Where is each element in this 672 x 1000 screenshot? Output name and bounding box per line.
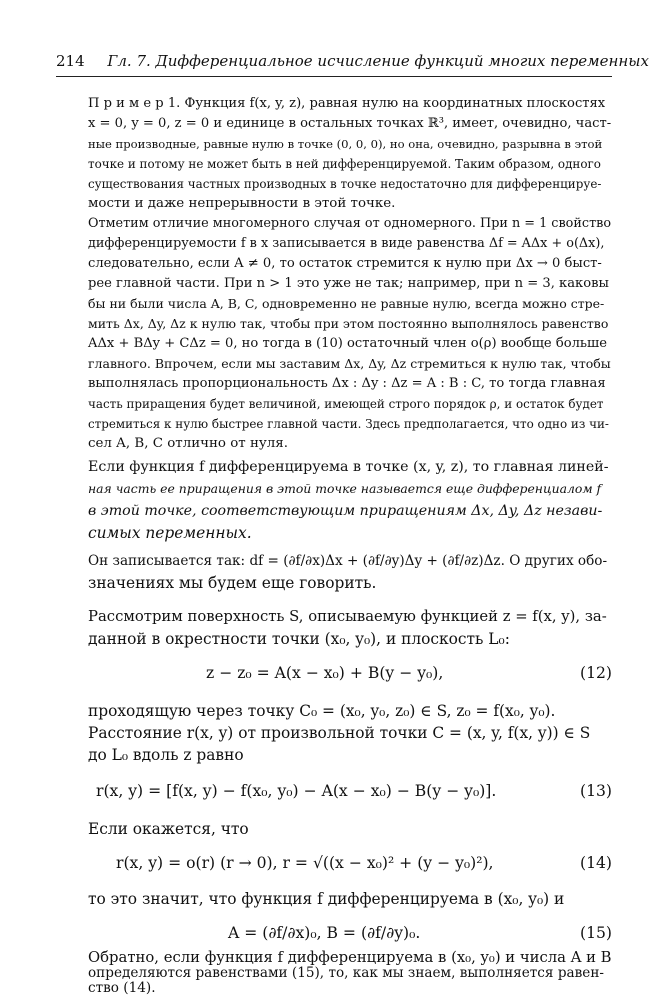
text-line: Он записывается так: df = (∂f/∂x)Δx + (∂f/∂y)Δy + (∂f/∂z)Δz. О других обо- [88,553,608,569]
differential-definition [88,456,612,544]
text-line: Если окажется, что [88,820,249,838]
conclusion-line [88,888,612,910]
text-line: Отметим отличие многомерного случая от одномерного. При n = 1 свойство [88,216,612,231]
tangent-plane-paragraph [88,700,612,766]
equation-15 [88,916,612,950]
text-line: сел A, B, C отлично от нуля. [88,436,288,451]
text-line: ные производные, равные нулю в точке (0, 0, 0), но она, очевидно, разрывна в этой [88,137,603,151]
equation-number: (12) [579,664,612,682]
text-line: AΔx + BΔy + CΔz = 0, но тогда в (10) остаточный член o(ρ) вообще больше [88,336,607,351]
text-line: мить Δx, Δy, Δz к нулю так, чтобы при этом постоянно выполнялось равенство [88,316,609,331]
text-line: ная часть ее приращения в этой точке называется еще дифференциалом f [88,481,602,496]
text-line: Рассмотрим поверхность S, описываемую функцией z = f(x, y), за- [88,608,607,625]
equation-expression: r(x, y) = [f(x, y) − f(x₀, y₀) − A(x − x₀) − B(y − y₀)]. [96,782,497,800]
text-line: ство (14). [88,980,156,997]
text-line: мости и даже непрерывности в этой точке. [88,196,396,211]
text-line: то это значит, что функция f дифференцируема в (x₀, y₀) и [88,890,565,908]
text-line: проходящую через точку C₀ = (x₀, y₀, z₀) ∈ S, z₀ = f(x₀, y₀). [88,702,556,720]
converse-paragraph [88,950,612,997]
text-line: определяются равенствами (15), то, как мы знаем, выполняется равен- [88,964,604,981]
text-line: выполнялась пропорциональность Δx : Δy : Δz = A : B : C, то тогда главная [88,376,606,391]
text-line: стремиться к нулю быстрее главной части. Здесь предполагается, что одно из чи- [88,417,609,431]
equation-number: (15) [579,924,612,942]
equation-expression: z − z₀ = A(x − x₀) + B(y − y₀), [206,664,444,682]
text-line: главного. Впрочем, если мы заставим Δx, Δy, Δz стремиться к нулю так, чтобы [88,356,611,371]
condition-intro [88,818,612,840]
page-number: 214 [56,52,85,70]
text-line: значениях мы будем еще говорить. [88,574,377,592]
equation-number: (13) [579,782,612,800]
equation-12 [88,656,612,690]
equation-expression: r(x, y) = o(r) (r → 0), r = √((x − x₀)² + (y − y₀)²), [116,854,494,872]
text-line: существования частных производных в точке недостаточно для дифференцируе- [88,177,602,191]
text-line: следовательно, если A ≠ 0, то остаток стремится к нулю при Δx → 0 быст- [88,256,602,271]
text-line: бы ни были числа A, B, C, одновременно не равные нулю, всегда можно стре- [88,296,605,311]
text-line: дифференцируемости f в x записывается в виде равенства Δf = AΔx + o(Δx), [88,236,605,251]
text-line: точке и потому не может быть в ней дифференцируемой. Таким образом, одного [88,157,601,171]
surface-paragraph [88,606,612,650]
text-line: часть приращения будет величиной, имеющей строго порядок ρ, и остаток будет [88,397,604,411]
text-line: Обратно, если функция f дифференцируема в (x₀, y₀) и числа A и B [88,949,612,966]
text-line: до L₀ вдоль z равно [88,746,244,764]
remark-paragraph [88,214,612,454]
text-line: П р и м е р 1. Функция f(x, y, z), равная нулю на координатных плоскостях [88,96,606,111]
text-line: симых переменных. [88,524,252,542]
text-line: рее главной части. При n > 1 это уже не так; например, при n = 3, каковы [88,276,609,291]
text-line: данной в окрестности точки (x₀, y₀), и плоскость L₀: [88,630,510,648]
text-line: Если функция f дифференцируема в точке (x, y, z), то главная линей- [88,459,609,475]
text-line: Расстояние r(x, y) от произвольной точки C = (x, y, f(x, y)) ∈ S [88,724,591,742]
example-1-paragraph [88,94,612,214]
text-line: в этой точке, соответствующим приращениям Δx, Δy, Δz незави- [88,503,603,519]
running-header [56,52,649,70]
differential-notation [88,550,612,594]
equation-14 [88,846,612,880]
equation-number: (14) [579,854,612,872]
equation-expression: A = (∂f/∂x)₀, B = (∂f/∂y)₀. [228,924,421,942]
running-title: Гл. 7. Дифференциальное исчисление функций многих переменных [107,52,649,70]
text-line: x = 0, y = 0, z = 0 и единице в остальных точках ℝ³, имеет, очевидно, част- [88,116,612,131]
equation-13 [88,774,612,808]
header-rule [56,76,612,77]
